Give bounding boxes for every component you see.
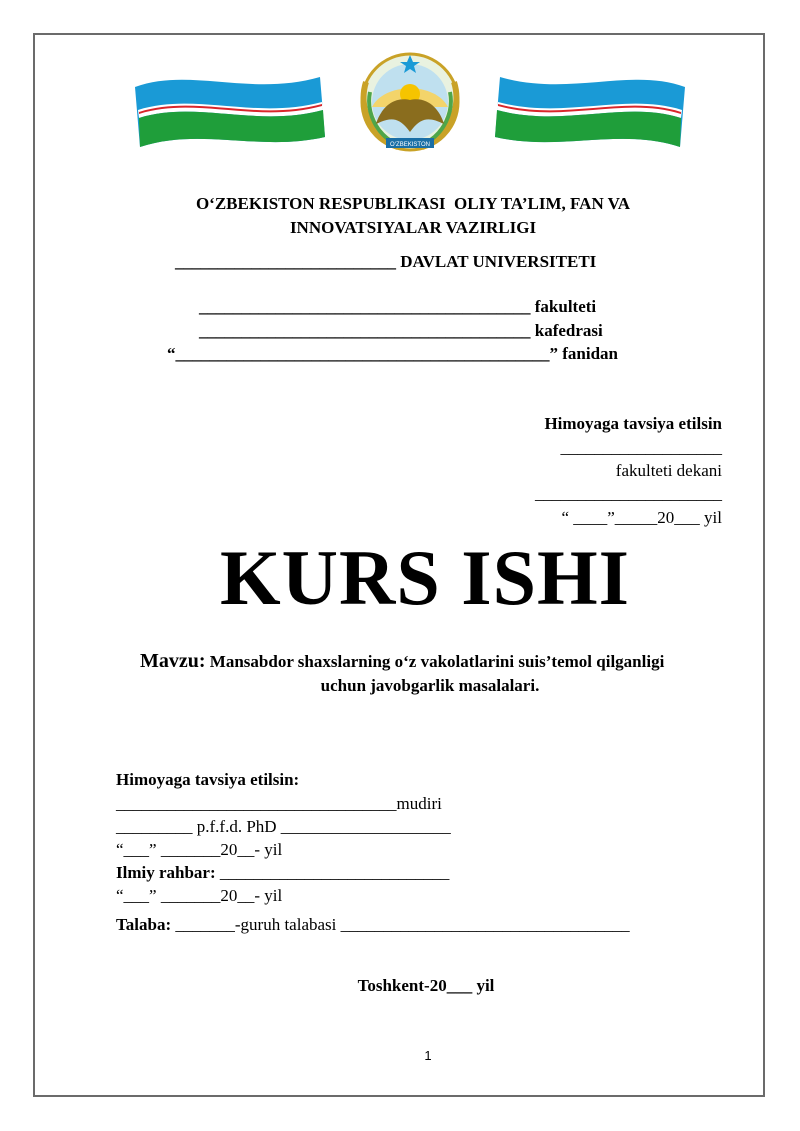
bottom-approval-title: Himoyaga tavsiya etilsin:	[116, 770, 300, 789]
topic-line-1	[140, 650, 664, 673]
department-line: _______________________________________ kafedrasi	[199, 321, 603, 340]
page-title: KURS ISHI	[220, 534, 630, 621]
advisor-signature: ___________________________	[215, 863, 450, 882]
page-number: 1	[424, 1048, 432, 1063]
faculty-line: _______________________________________ fakulteti	[199, 297, 597, 316]
state-emblem-flag-icon	[130, 52, 690, 152]
student-line	[116, 915, 630, 935]
topic-label: Mavzu:	[140, 650, 206, 672]
ministry-line-1: O‘ZBEKISTON RESPUBLIKASI OLIY TA’LIM, FAN VA	[195, 194, 631, 213]
student-label: Talaba:	[116, 915, 172, 934]
head-of-department-line: _________________________________mudiri	[116, 794, 442, 813]
city-year: Toshkent-20___ yil	[357, 976, 495, 995]
university-name: __________________________ DAVLAT UNIVERSITETI	[175, 252, 597, 271]
advisor-label: Ilmiy rahbar:	[116, 863, 216, 882]
approval-title: Himoyaga tavsiya etilsin	[544, 414, 722, 433]
approval-date-2: “___” _______20__- yil	[116, 886, 283, 905]
approval-signature-line: ___________________	[560, 438, 722, 457]
emblem-label: O‘ZBEKISTON	[390, 142, 430, 148]
advisor-line	[116, 863, 449, 883]
topic-text-1: Mansabdor shaxslarning o‘z vakolatlarini suis’temol qilganligi	[205, 652, 665, 671]
dean-signature-line: ______________________	[535, 484, 722, 503]
student-group-line: _______-guruh talabasi __________________________________	[171, 915, 630, 934]
approval-date-1: “___” _______20__- yil	[116, 840, 283, 859]
ministry-line-2: INNOVATSIYALAR VAZIRLIGI	[289, 218, 537, 237]
topic-line-2: uchun javobgarlik masalalari.	[320, 676, 540, 695]
degree-line: _________ p.f.f.d. PhD ____________________	[116, 817, 451, 836]
subject-line: “____________________________________________” fanidan	[167, 344, 618, 363]
dean-label: fakulteti dekani	[615, 461, 722, 480]
approval-date: “ ____”_____20___ yil	[561, 508, 722, 527]
